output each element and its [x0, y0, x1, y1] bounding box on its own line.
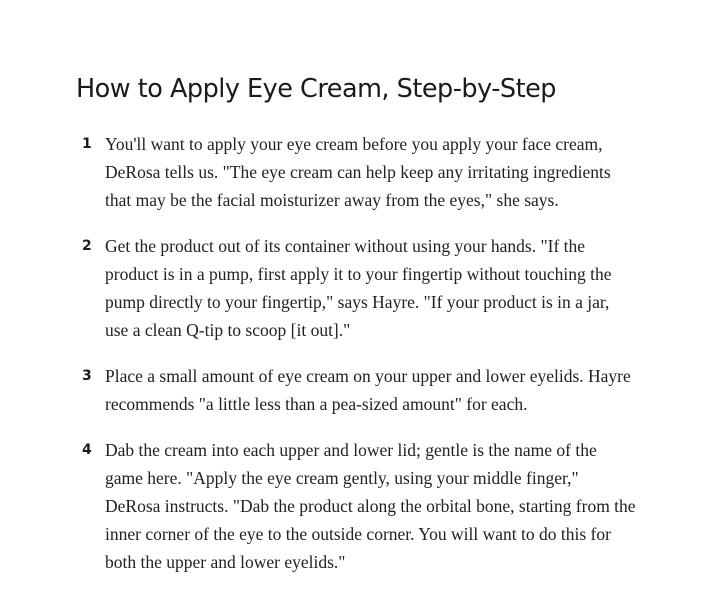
step-text: Get the product out of its container without using your hands. "If the product is in a pump, first apply it to your fingertip without touching the pump directly to your fingertip," says Hayre. "If your product is in a jar, use a clean Q-tip to scoop [it out].": [105, 236, 612, 340]
step-text: Dab the cream into each upper and lower lid; gentle is the name of the game here. "Apply the eye cream gently, using your middle finger," DeRosa instructs. "Dab the product along the orbital bone, starting from the inner corner of the eye to the outside corner. You will want to do this for both the upper and lower eyelids.": [105, 440, 636, 572]
step-text: You'll want to apply your eye cream before you apply your face cream, DeRosa tells us. "The eye cream can help keep any irritating ingredients that may be the facial moisturizer away from the eyes," she says.: [105, 134, 611, 210]
step-number: 4: [82, 442, 92, 458]
step-item: [76, 362, 636, 418]
step-number: 2: [82, 238, 92, 254]
article-title: How to Apply Eye Cream, Step-by-Step: [76, 74, 556, 104]
step-number: 1: [82, 136, 92, 152]
step-item: [76, 232, 636, 344]
step-item: [76, 130, 636, 214]
step-item: [76, 436, 636, 576]
steps-list: [76, 130, 636, 576]
step-number: 3: [82, 368, 92, 384]
article: [76, 70, 636, 594]
step-text: Place a small amount of eye cream on your upper and lower eyelids. Hayre recommends "a little less than a pea-sized amount" for each.: [105, 366, 631, 414]
